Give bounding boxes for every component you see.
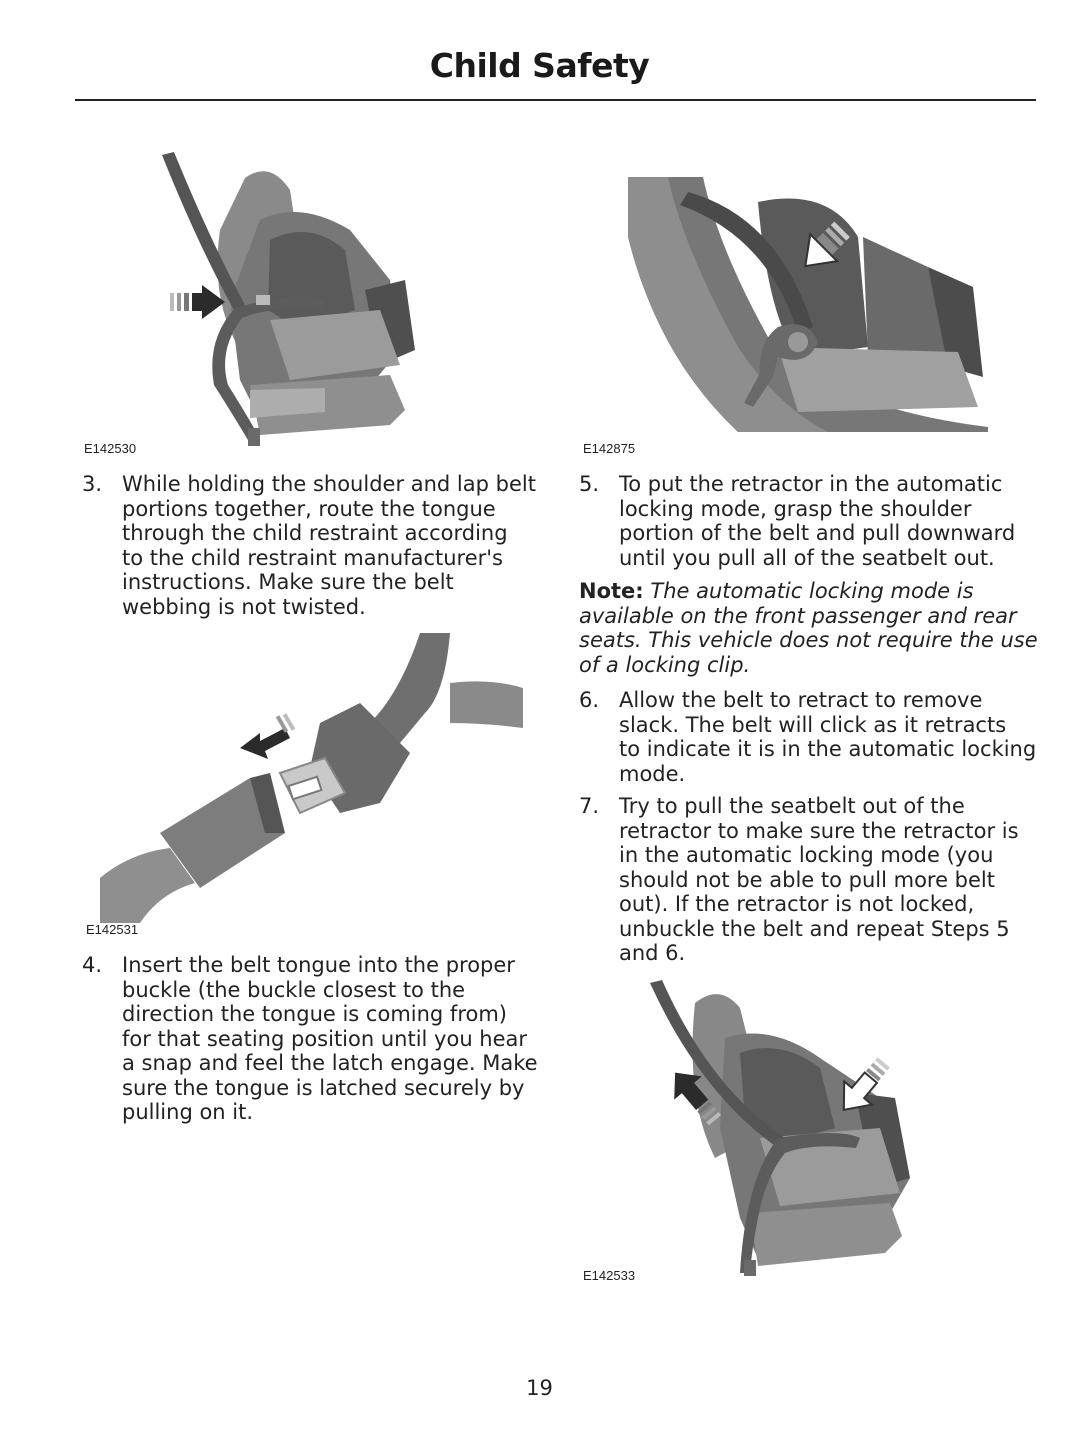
step-4-line: for that seating position until you hear: [122, 1026, 528, 1051]
figure-label-e142531: E142531: [86, 922, 139, 937]
step-3-line: While holding the shoulder and lap belt: [122, 472, 536, 496]
step-4-line: direction the tongue is coming from): [122, 1002, 507, 1026]
step-7-line: retractor to make sure the retractor is: [619, 818, 1019, 843]
page-title: Child Safety: [429, 46, 650, 85]
step-4-number: 4.: [82, 953, 103, 977]
step-5-line: locking mode, grasp the shoulder: [619, 496, 972, 521]
step-3-line: webbing is not twisted.: [122, 594, 366, 619]
step-4-line: pulling on it.: [122, 1100, 254, 1124]
note-line: available on the front passenger and rear: [579, 603, 1017, 628]
step-7-line: out). If the retractor is not locked,: [619, 892, 975, 916]
step-7-line: and 6.: [619, 941, 686, 965]
note-label: Note:: [579, 579, 644, 603]
step-7-line: in the automatic locking mode (you: [619, 843, 994, 867]
step-6-number: 6.: [579, 688, 600, 712]
step-6-line: slack. The belt will click as it retracts: [619, 712, 1007, 737]
step-4-line: Insert the belt tongue into the proper: [122, 953, 515, 977]
step-3-line: portions together, route the tongue: [122, 496, 496, 521]
step-7-line: Try to pull the seatbelt out of the: [619, 794, 965, 818]
note-line: The automatic locking mode is: [650, 579, 974, 603]
step-5-line: portion of the belt and pull downward: [619, 521, 1016, 545]
step-3-number: 3.: [82, 472, 103, 496]
step-3-line: to the child restraint manufacturer's: [122, 545, 503, 570]
page-number: 19: [526, 1376, 553, 1400]
step-5-line: until you pull all of the seatbelt out.: [619, 545, 995, 570]
step-4-line: sure the tongue is latched securely by: [122, 1075, 525, 1100]
step-7-line: should not be able to pull more belt: [619, 867, 996, 892]
retractor-illustration: [628, 177, 988, 432]
child-seat-illustration-1: [150, 150, 440, 450]
figure-label-e142530: E142530: [84, 441, 137, 456]
step-4-line: buckle (the buckle closest to the: [122, 977, 466, 1002]
step-3-line: through the child restraint according: [122, 521, 508, 545]
figure-label-e142875: E142875: [583, 441, 636, 456]
note-line: of a locking clip.: [579, 652, 751, 677]
note-block: [579, 579, 1039, 677]
buckle-illustration: [100, 633, 525, 923]
step-7-line: unbuckle the belt and repeat Steps 5: [619, 916, 1010, 941]
step-4-line: a snap and feel the latch engage. Make: [122, 1051, 538, 1075]
step-6-line: mode.: [619, 761, 686, 786]
step-3-line: instructions. Make sure the belt: [122, 570, 454, 594]
child-seat-illustration-2: [640, 978, 920, 1278]
step-6-line: Allow the belt to retract to remove: [619, 688, 983, 712]
step-7-number: 7.: [579, 794, 600, 818]
figure-label-e142533: E142533: [583, 1268, 636, 1283]
header-rule: [75, 99, 1036, 101]
step-6-line: to indicate it is in the automatic locking: [619, 737, 1037, 761]
step-5-line: To put the retractor in the automatic: [619, 472, 1003, 496]
note-line: seats. This vehicle does not require the use: [579, 628, 1038, 652]
step-5-number: 5.: [579, 472, 600, 496]
